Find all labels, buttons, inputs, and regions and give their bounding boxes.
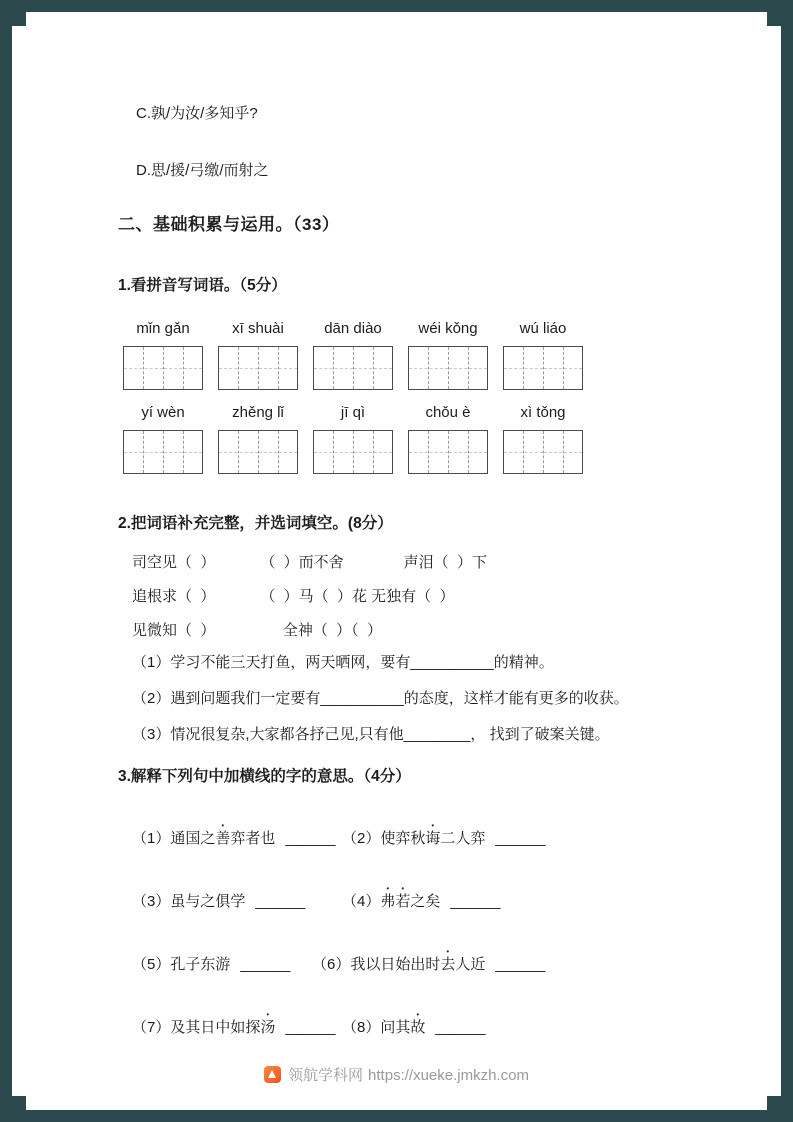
idiom-line: 见微知（ ） 全神（ ）（ ）: [132, 622, 383, 639]
q3-text: 弈者也: [230, 830, 276, 847]
writing-grid-cell: [163, 431, 203, 473]
q3-item: [132, 821, 342, 849]
q3-dotted-char: 汤: [260, 1019, 276, 1036]
q3-item: [132, 947, 312, 975]
writing-grid-cell: [314, 347, 353, 389]
footer-watermark: [0, 1064, 793, 1085]
q3-text: （1）通国之: [132, 830, 216, 847]
page-border-right: [781, 0, 793, 1122]
fill-blank-line: （2）遇到问题我们一定要有__________的态度，这样才能有更多的收获。: [132, 690, 629, 707]
writing-grid-cell: [504, 347, 543, 389]
answer-blank: ______: [495, 830, 546, 847]
q3-text: （3）虽与之俱学: [132, 893, 246, 910]
q3-text: （2）使弈秋: [342, 830, 426, 847]
q3-row: [132, 1010, 758, 1038]
q3-text: （7）及其日中如探: [132, 1019, 261, 1036]
page-border-corner-tl: [0, 0, 26, 26]
pinyin-word: wú liáo: [519, 320, 567, 337]
q3-item: [132, 1010, 342, 1038]
pinyin-word: xì tǒng: [520, 404, 566, 421]
writing-grid-cell: [124, 431, 163, 473]
answer-blank: ______: [450, 893, 501, 910]
page-border-left: [0, 0, 12, 1122]
writing-grid-cell: [543, 431, 583, 473]
page-border-top: [0, 0, 793, 12]
writing-grid-cell: [409, 431, 448, 473]
writing-grid: [123, 430, 203, 474]
answer-blank: ______: [240, 956, 291, 973]
pinyin-word: xī shuài: [232, 320, 284, 337]
writing-grid-cell: [219, 431, 258, 473]
answer-blank: ______: [495, 956, 546, 973]
section2-title: 二、基础积累与运用。（33）: [118, 215, 340, 234]
q2-title: 2.把词语补充完整，并选词填空。(8分）: [118, 515, 393, 532]
writing-grid: [408, 346, 488, 390]
writing-grid: [218, 346, 298, 390]
q3-item: [342, 1010, 485, 1038]
pinyin-word: zhěng lǐ: [232, 404, 284, 421]
q3-item: [342, 884, 500, 912]
option-d-line: D.思/援/弓缴/而射之: [136, 162, 269, 179]
q3-item: [132, 884, 342, 912]
q1-title: 1.看拼音写词语。（5分）: [118, 277, 287, 294]
q3-text: 之矣: [410, 893, 441, 910]
q3-text: （4）: [342, 893, 381, 910]
q3-row: [132, 947, 758, 975]
footer-site-url[interactable]: https://xueke.jmkzh.com: [368, 1067, 529, 1084]
fill-blank-line: （1）学习不能三天打鱼，两天晒网，要有__________的精神。: [132, 654, 554, 671]
pinyin-row-1: [123, 319, 758, 339]
footer-site-name: 领航学科网: [288, 1067, 364, 1084]
q3-row: [132, 884, 758, 912]
writing-grid-cell: [258, 347, 298, 389]
writing-grid-cell: [504, 431, 543, 473]
writing-grid: [408, 430, 488, 474]
q3-dotted-char: 故: [410, 1019, 426, 1036]
writing-grid: [218, 430, 298, 474]
q3-item: [312, 947, 545, 975]
writing-grid-cell: [543, 347, 583, 389]
writing-grid-cell: [258, 431, 298, 473]
pinyin-word: mǐn gǎn: [136, 320, 190, 337]
writing-grid: [503, 346, 583, 390]
q3-dotted-char: 弗若: [380, 893, 411, 910]
writing-grid-cell: [448, 431, 488, 473]
writing-grid-cell: [448, 347, 488, 389]
pinyin-word: chǒu è: [425, 404, 471, 421]
writing-grid: [503, 430, 583, 474]
writing-grid-cell: [353, 347, 393, 389]
page-border-corner-br: [767, 1096, 793, 1122]
q3-row: [132, 821, 758, 849]
q3-dotted-char: 诲: [425, 830, 441, 847]
writing-grid-cell: [409, 347, 448, 389]
answer-blank: ______: [255, 893, 306, 910]
pinyin-word: jī qì: [340, 404, 366, 421]
pinyin-word: dān diào: [324, 320, 382, 337]
fill-blank-line: （3）情况很复杂,大家都各抒己见,只有他________， 找到了破案关键。: [132, 726, 610, 743]
q3-text: （6）我以日始出时: [312, 956, 441, 973]
q3-text: （5）孔子东游: [132, 956, 231, 973]
q3-dotted-char: 善: [215, 830, 231, 847]
answer-blank: ______: [285, 830, 336, 847]
option-c-line: C.孰/为汝/多知乎?: [136, 105, 258, 122]
page-border-corner-bl: [0, 1096, 26, 1122]
writing-grid-row-1: [123, 346, 758, 390]
exam-content: [118, 0, 758, 1038]
q3-text: 人近: [455, 956, 486, 973]
q3-title: 3.解释下列句中加横线的字的意思。（4分）: [118, 768, 411, 785]
q3-text: （8）问其: [342, 1019, 411, 1036]
writing-grid-cell: [219, 347, 258, 389]
writing-grid-cell: [314, 431, 353, 473]
pinyin-word: wéi kǒng: [418, 320, 478, 337]
site-logo-icon: [264, 1066, 281, 1083]
writing-grid-cell: [353, 431, 393, 473]
q3-item: [342, 821, 545, 849]
writing-grid-cell: [124, 347, 163, 389]
pinyin-row-2: [123, 403, 758, 423]
page-border-corner-tr: [767, 0, 793, 26]
answer-blank: ______: [435, 1019, 486, 1036]
writing-grid: [123, 346, 203, 390]
q3-text: 二人弈: [440, 830, 486, 847]
writing-grid: [313, 430, 393, 474]
idiom-line: 追根求（ ） （ ）马（ ）花 无独有（ ）: [132, 588, 455, 605]
idiom-line: 司空见（ ） （ ）而不舍 声泪（ ）下: [132, 554, 488, 571]
page-border-bottom: [0, 1110, 793, 1122]
writing-grid: [313, 346, 393, 390]
writing-grid-cell: [163, 347, 203, 389]
pinyin-word: yí wèn: [141, 404, 185, 421]
writing-grid-row-2: [123, 430, 758, 474]
answer-blank: ______: [285, 1019, 336, 1036]
q3-dotted-char: 去: [440, 956, 456, 973]
